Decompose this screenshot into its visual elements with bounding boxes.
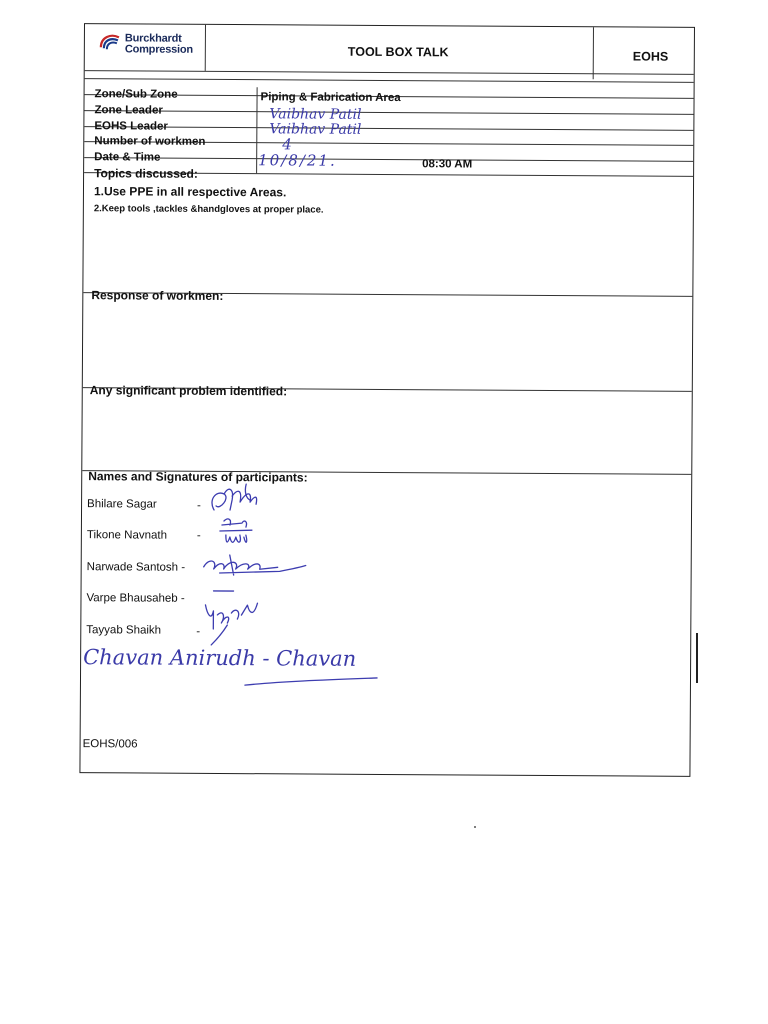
header-divider-1 — [205, 25, 206, 71]
zone-leader-label: Zone Leader — [94, 104, 163, 117]
header-divider-2 — [593, 27, 594, 79]
logo-text-line2: Compression — [124, 43, 193, 56]
eohs-leader-value: Vaibhav Patil — [269, 121, 362, 138]
scan-speck — [474, 826, 476, 828]
response-label: Response of workmen: — [91, 288, 224, 303]
right-margin-mark — [696, 633, 698, 683]
topic-item-2: 2.Keep tools ,tackles &handgloves at proper place. — [93, 203, 324, 216]
zone-leader-value: Vaibhav Patil — [269, 106, 362, 123]
zone-value: Piping & Fabrication Area — [260, 91, 401, 105]
participant-name-3: Narwade Santosh - — [86, 561, 186, 574]
eohs-leader-label: EOHS Leader — [94, 120, 168, 133]
problems-label: Any significant problem identified: — [89, 383, 288, 399]
department-label: EOHS — [632, 49, 669, 64]
header-bottom-line — [85, 70, 694, 75]
time-value: 08:30 AM — [422, 158, 473, 171]
handwritten-extra-participant: Chavan Anirudh - Chavan — [83, 645, 357, 671]
date-value: 10/8/21. — [258, 151, 337, 170]
participant-signature-5 — [201, 595, 261, 645]
zone-label: Zone/Sub Zone — [94, 88, 178, 101]
participant-dash-2: - — [196, 529, 201, 542]
form-code: EOHS/006 — [82, 738, 138, 751]
participant-dash-5: - — [196, 625, 201, 638]
participant-signature-3 — [200, 547, 310, 582]
row-line-2 — [84, 110, 693, 115]
company-logo — [99, 30, 203, 61]
participant-name-2: Tikone Navnath — [86, 529, 168, 542]
toolbox-talk-form — [79, 23, 695, 777]
logo-text-line1: Burckhardt — [124, 32, 182, 45]
participant-name-4: Varpe Bhausaheb - — [86, 592, 185, 605]
extra-participant-underline — [241, 675, 381, 690]
participants-label: Names and Signatures of participants: — [88, 469, 308, 485]
row-line-5 — [84, 157, 693, 162]
field-table-top-line — [85, 78, 694, 83]
workmen-count-value: 4 — [282, 135, 292, 154]
topic-item-1: 1.Use PPE in all respective Areas. — [93, 184, 287, 200]
participant-name-5: Tayyab Shaikh — [86, 624, 162, 637]
date-time-label: Date & Time — [94, 151, 161, 164]
row-line-3 — [84, 126, 693, 131]
logo-swoosh-icon — [99, 31, 121, 53]
form-title: TOOL BOX TALK — [347, 44, 449, 60]
participant-name-1: Bhilare Sagar — [87, 498, 157, 511]
topics-label: Topics discussed: — [94, 166, 198, 181]
workmen-count-label: Number of workmen — [94, 135, 206, 148]
participant-dash-1: - — [197, 499, 201, 512]
